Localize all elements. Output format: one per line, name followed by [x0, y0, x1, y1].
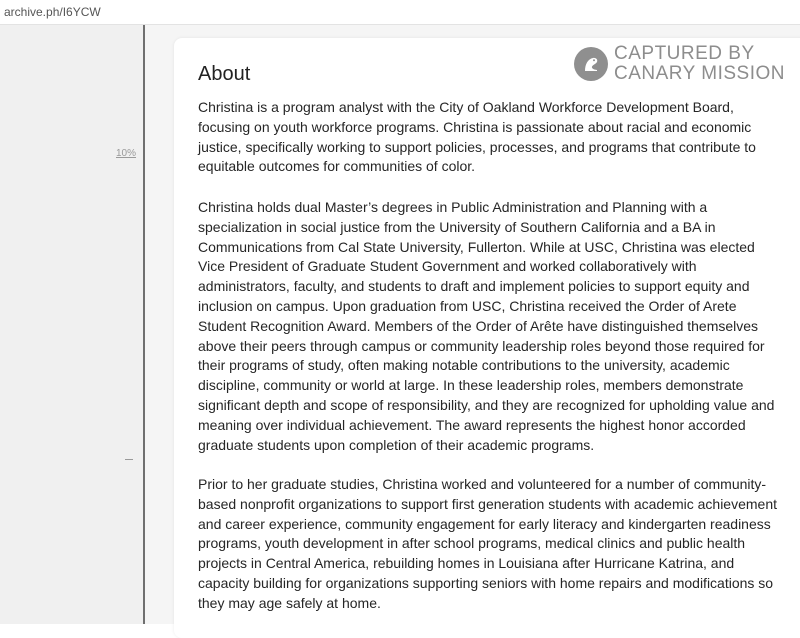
watermark-line-2: CANARY MISSION [614, 63, 786, 84]
archive-sidebar [0, 25, 143, 624]
watermark-line-1: CAPTURED BY [614, 43, 755, 64]
address-bar[interactable] [0, 0, 800, 25]
captured-by-watermark [574, 44, 785, 84]
url-text[interactable]: archive.ph/I6YCW [4, 5, 101, 19]
about-heading: About [198, 63, 251, 85]
about-paragraph: Christina holds dual Master’s degrees in Public Administration and Planning with a specialization in social justice from the University of Southern California and a BA in Communications from Cal State University, Fullerton. While at USC, Christina was elected Vice President of Graduate Student Government and worked collaboratively with administrators, faculty, and students to draft and implement policies to support equity and inclusion on campus. Upon graduation from USC, Christina received the Order of Arete Student Recognition Award. Members of the Order of Arête have distinguished themselves above their peers through campus or community leadership roles beyond those required for their programs of study, often making notable contributions to the university, academic discipline, community or world at large. In these leadership roles, members demonstrate significant depth and scope of responsibility, and they are recognized for upholding value and meaning over individual achievement. The award represents the highest honor accorded graduate students upon completion of their academic programs. [198, 199, 775, 453]
about-paragraph: Christina is a program analyst with the City of Oakland Workforce Development Board, focusing on youth workforce programs. Christina is passionate about racial and economic justice, specifically working to support policies, processes, and programs that contribute to equitable outcomes for communities of color. [198, 99, 756, 175]
scroll-position-marker [125, 459, 133, 460]
canary-bird-logo-icon [574, 47, 608, 81]
zoom-level-link[interactable]: 10% [116, 148, 137, 159]
about-paragraph: Prior to her graduate studies, Christina worked and volunteered for a number of community-based nonprofit organizations to support first generation students with academic achievement and career experience, community engagement for early literacy and kindergarten readiness programs, youth development in after school programs, medical clinics and public health projects in Central America, rebuilding homes in Louisiana after Hurricane Katrina, and capacity building for organizations supporting seniors with home repairs and modifications so they may age safely at home. [198, 476, 778, 611]
